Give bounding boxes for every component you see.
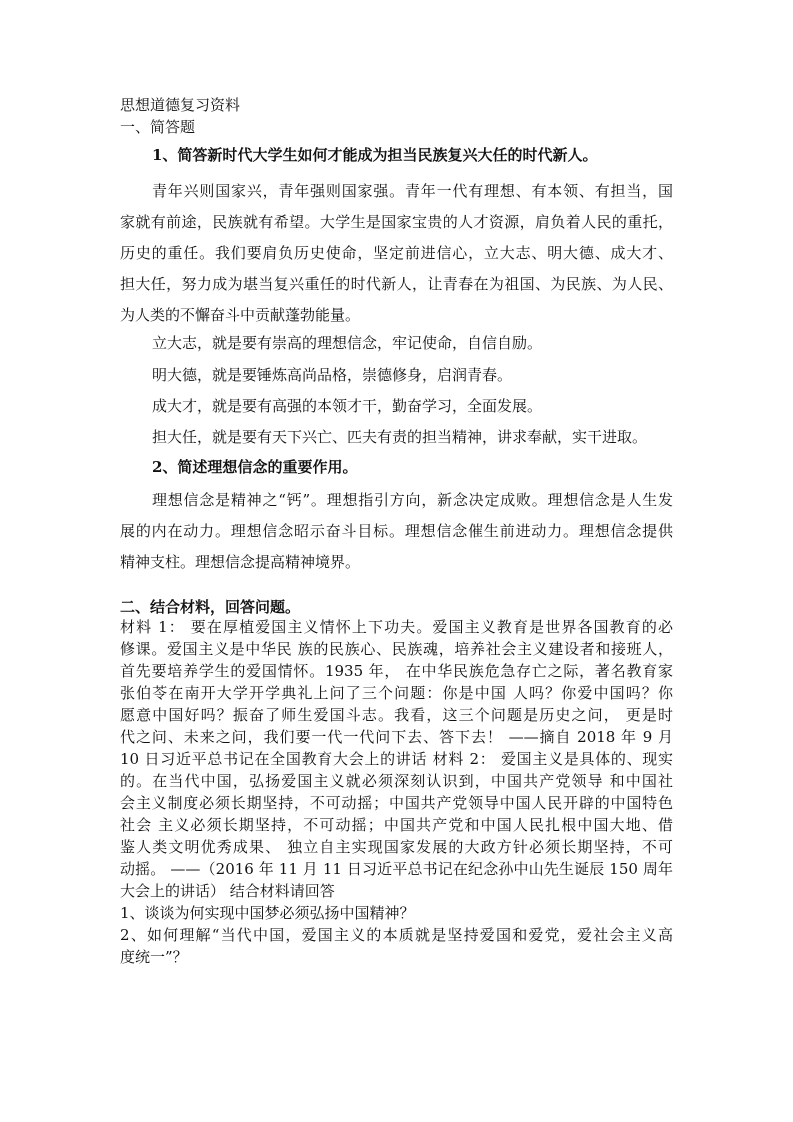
question-line: 1、谈谈为何实现中国梦必须弘扬中国精神？ [120, 904, 415, 922]
q1-point: 担大任，就是要有天下兴亡、匹夫有责的担当精神，讲求奉献，实干进取。 [152, 428, 648, 446]
q1-para-line: 为人类的不懈奋斗中贡献蓬勃能量。 [120, 306, 361, 324]
q1-para-line: 历史的重任。我们要肩负历史使命，坚定前进信心，立大志、明大德、成大才、 [120, 244, 673, 262]
q1-para-line: 担大任，努力成为堪当复兴重任的时代新人，让青春在为祖国、为民族、为人民、 [120, 275, 673, 293]
material-line: 会主义制度必须长期坚持，不可动摇；中国共产党领导中国人民开辟的中国特色 [120, 794, 673, 812]
section2-heading: 二、结合材料，回答问题。 [120, 598, 301, 616]
q1-para-line: 青年兴则国家兴，青年强则国家强。青年一代有理想、有本领、有担当，国 [152, 182, 673, 200]
question-line: 2、如何理解“当代中国，爱国主义的本质就是坚持爱国和爱党，爱社会主义高 [120, 926, 673, 944]
material-line: 的。在当代中国，弘扬爱国主义就必须深刻认识到，中国共产党领导 和中国社 [120, 772, 673, 790]
q1-point: 立大志，就是要有崇高的理想信念，牢记使命，自信自励。 [152, 334, 543, 352]
document-title: 思想道德复习资料 [120, 96, 241, 114]
question1-title: 1、简答新时代大学生如何才能成为担当民族复兴大任的时代新人。 [152, 146, 598, 164]
material-line: 材料 1： 要在厚植爱国主义情怀上下功夫。爱国主义教育是世界各国教育的必 [120, 618, 673, 636]
section1-heading: 一、简答题 [120, 118, 196, 136]
q2-para-line: 精神支柱。理想信念提高精神境界。 [120, 553, 361, 571]
material-line: 代之问、未来之问，我们要一代一代问下去、答下去！ ——摘自 2018 年 9 月 [120, 728, 673, 746]
material-line: 动摇。 ——（2016 年 11 月 11 日习近平总书记在纪念孙中山先生诞辰 150 周年 [120, 860, 673, 878]
material-line: 社会 主义必须长期坚持，不可动摇；中国共产党和中国人民扎根中国大地、借 [120, 816, 673, 834]
q2-para-line: 理想信念是精神之“钙”。理想指引方向，新念决定成败。理想信念是人生发 [152, 491, 673, 509]
q1-point: 成大才，就是要有高强的本领才干，勤奋学习，全面发展。 [152, 397, 543, 415]
material-line: 修课。爱国主义是中华民 族的民族心、民族魂，培养社会主义建设者和接班人， [120, 640, 673, 658]
q2-para-line: 展的内在动力。理想信念昭示奋斗目标。理想信念催生前进动力。理想信念提供 [120, 522, 673, 540]
material-line: 愿意中国好吗？振奋了师生爱国斗志。我看，这三个问题是历史之问， 更是时 [120, 706, 673, 724]
material-line: 张伯苓在南开大学开学典礼上问了三个问题：你是中国 人吗？你爱中国吗？你 [120, 684, 673, 702]
material-line: 10 日习近平总书记在全国教育大会上的讲话 材料 2： 爱国主义是具体的、现实 [120, 750, 673, 768]
material-line: 鉴人类文明优秀成果、 独立自主实现国家发展的大政方针必须长期坚持，不可 [120, 838, 673, 856]
question-line: 度统一”？ [120, 948, 188, 966]
material-line: 首先要培养学生的爱国情怀。1935 年， 在中华民族危急存亡之际，著名教育家 [120, 662, 673, 680]
question2-title: 2、简述理想信念的重要作用。 [152, 458, 358, 476]
q1-point: 明大德，就是要锤炼高尚品格，崇德修身，启润青春。 [152, 366, 513, 384]
material-line: 大会上的讲话） 结合材料请回答 [120, 882, 335, 900]
q1-para-line: 家就有前途，民族就有希望。大学生是国家宝贵的人才资源，肩负着人民的重托， [120, 213, 673, 231]
